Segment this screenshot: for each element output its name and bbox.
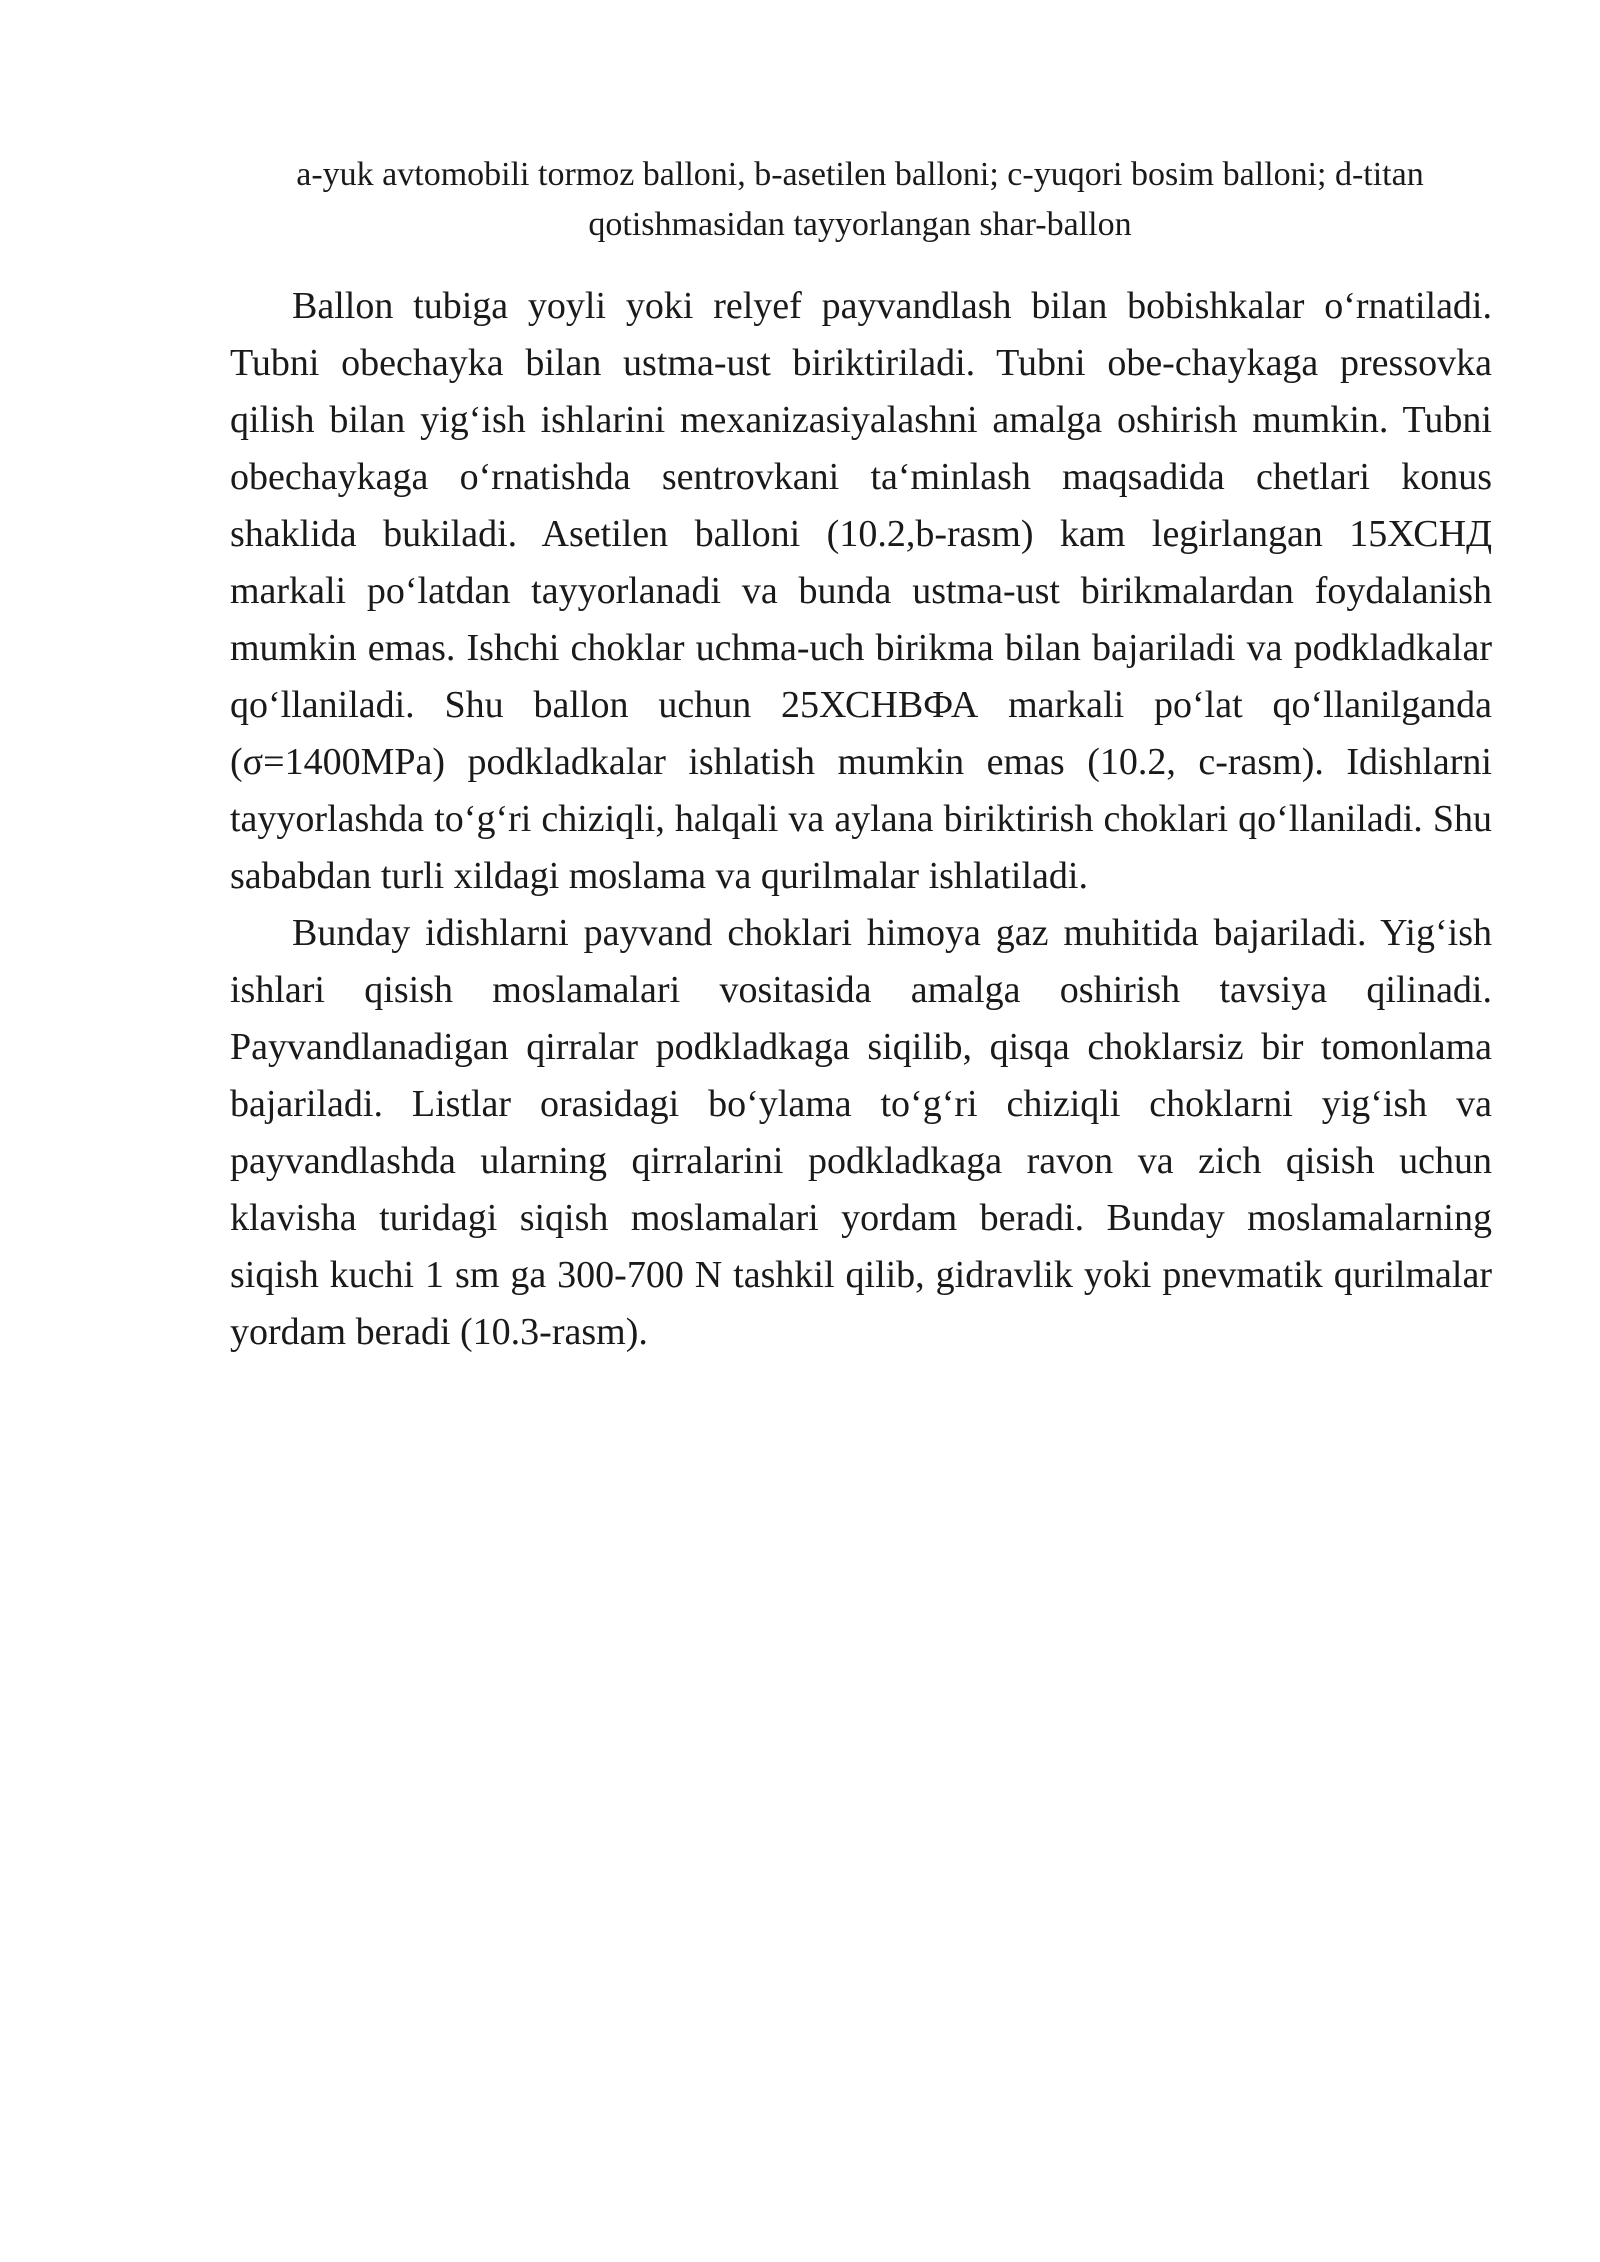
paragraph-2: Bunday idishlarni payvand choklari himoya gaz muhitida bajariladi. Yig‘ish ishlari qisish moslamalari vositasida amalga oshirish tavsiya qilinadi. Payvandlanadigan qirralar podkladkaga siqilib, qisqa choklarsiz bir tomonlama bajariladi. Listlar orasidagi bo‘ylama to‘g‘ri chiziqli choklarni yig‘ish va payvandlashda ularning qirralarini podkladkaga ravon va zich qisish uchun klavisha turidagi siqish moslamalari yordam beradi. Bunday moslamalarning siqish kuchi 1 sm ga 300-700 N tashkil qilib, gidravlik yoki pnevmatik qurilmalar yordam beradi (10.3-rasm). <box>230 912 1492 1353</box>
body-text <box>230 278 1492 1361</box>
caption-line-2: qotishmasidan tayyorlangan shar-ballon <box>588 206 1132 243</box>
paragraph-1: Ballon tubiga yoyli yoki relyef payvandlash bilan bobishkalar o‘rnatiladi. Tubni obechayka bilan ustma-ust biriktiriladi. Tubni obe-chaykaga pressovka qilish bilan yig‘ish ishlarini mexanizasiyalashni amalga oshirish mumkin. Tubni obechaykaga o‘rnatishda sentrovkani ta‘minlash maqsadida chetlari konus shaklida bukiladi. Asetilen balloni (10.2,b-rasm) kam legirlangan 15ХСНД markali po‘latdan tayyorlanadi va bunda ustma-ust birikmalardan foydalanish mumkin emas. Ishchi choklar uchma-uch birikma bilan bajariladi va podkladkalar qo‘llaniladi. Shu ballon uchun 25ХСНВФА markali po‘lat qo‘llanilganda (σ=1400MPa) podkladkalar ishlatish mumkin emas (10.2, c-rasm). Idishlarni tayyorlashda to‘g‘ri chiziqli, halqali va aylana biriktirish choklari qo‘llaniladi. Shu sababdan turli xildagi moslama va qurilmalar ishlatiladi. <box>230 285 1492 897</box>
caption-line-1: a-yuk avtomobili tormoz balloni, b-asetilen balloni; c-yuqori bosim balloni; d-titan <box>296 156 1424 193</box>
figure-caption <box>225 150 1495 250</box>
